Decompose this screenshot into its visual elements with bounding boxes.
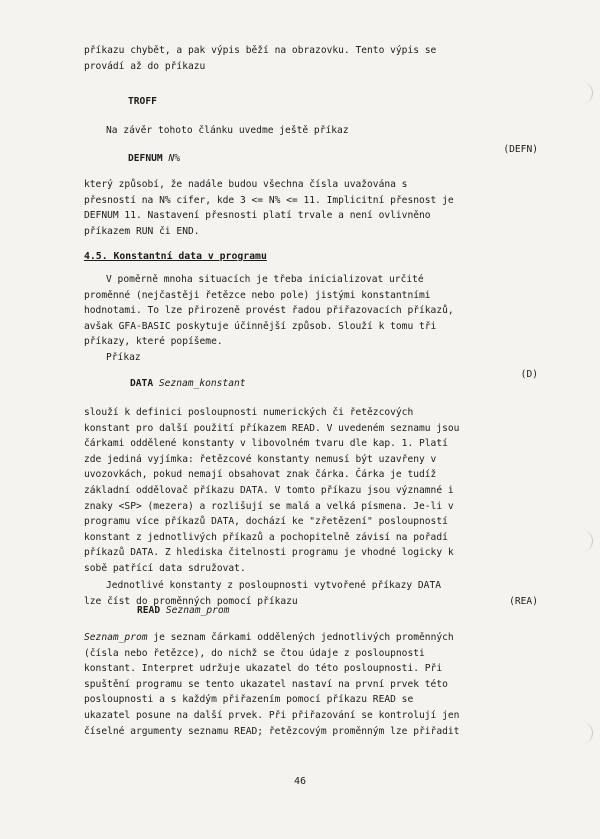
text-line: příkazem RUN či END. [84, 225, 200, 237]
text-line: konstant. Interpret udržuje ukazatel do této posloupnosti. Při [84, 663, 443, 675]
text-line: příkazu chybět, a pak výpis běží na obrazovku. Tento výpis se [84, 45, 437, 56]
text-line: znaky <SP> (mezera) a rozlišují se malá a velká písmena. Je-li v [84, 500, 454, 512]
text-line: ukazatel posune na další prvek. Při přiřazování se kontrolují jen [84, 709, 460, 721]
text-line: spuštění programu se tento ukazatel nastaví na první prvek této [84, 678, 448, 690]
text-line: slouží k definici posloupnosti numerických či řetězcových [84, 407, 414, 418]
text-line: příkazy, které popíšeme. [84, 336, 223, 348]
paragraph-defnum-description [84, 177, 558, 239]
text-line: sobě patřící data sdružovat. [84, 562, 246, 574]
text-line: Příkaz [106, 351, 141, 363]
page-number: 46 [293, 776, 307, 787]
text-line: konstant z jednotlivých příkazů a pochopitelně závisí na pořadí [84, 531, 448, 543]
command-keyword: DEFNUM [128, 153, 163, 164]
text-line: Seznam_prom je seznam čárkami oddělených jednotlivých proměnných [84, 632, 454, 643]
paragraph-read-description [84, 630, 558, 739]
binding-hole-mark [582, 722, 593, 744]
text-line: příkazů DATA. Z hlediska čitelnosti programu je vhodné logicky k [84, 547, 454, 559]
text-line: přesností na N% cifer, kde 3 <= N% <= 11. Implicitní přesnost je [84, 194, 454, 206]
command-argument: N% [168, 153, 180, 164]
intro-defnum: Na závěr tohoto článku uvedme ještě příkaz [106, 125, 349, 136]
text-line: lze číst do proměnných pomocí příkazu [84, 595, 298, 607]
abbreviation-defn: (DEFN) [503, 144, 538, 155]
text-line: čárkami oddělené konstanty v libovolném tvaru dle kap. 1. Platí [84, 438, 448, 450]
paragraph-constant-data-intro [84, 272, 558, 366]
text-line: (čísla nebo řetězce), do nichž se čtou údaje z posloupnosti [84, 647, 425, 659]
command-keyword: DATA [130, 378, 154, 389]
text-line: DEFNUM 11. Nastavení přesnosti platí trvale a není ovlivněno [84, 210, 431, 222]
command-defnum [128, 152, 180, 166]
text-line: který způsobí, že nadále budou všechna čísla uvažována s [84, 179, 408, 190]
text-line: hodnotami. To lze přirozeně provést řadou přiřazovacích příkazů, [84, 305, 454, 317]
text-line: provádí až do příkazu [84, 60, 206, 72]
section-heading: 4.5. Konstantní data v programu [84, 251, 267, 262]
abbreviation-d: (D) [520, 369, 538, 380]
text-line: konstant pro další použití příkazem READ. V uvedeném seznamu jsou [84, 422, 460, 434]
paragraph-data-description [84, 405, 558, 577]
command-keyword: READ [137, 605, 161, 616]
text-line: zde jediná vyjímka: řetězcové konstanty nemusí být uzavřeny v [84, 453, 437, 465]
text-line: posloupnosti a s každým přiřazením pomocí příkazu READ se [84, 694, 414, 706]
text-line: Jednotlivé konstanty z posloupnosti vytvořené příkazy DATA [106, 580, 442, 591]
text-line: avšak GFA-BASIC poskytuje účinnější způsob. Slouží k tomu tři [84, 320, 437, 332]
text-line: programu více příkazů DATA, dochází ke "zřetězení" posloupností [84, 516, 448, 528]
command-read [137, 604, 229, 618]
command-argument: Seznam_prom [165, 605, 230, 616]
command-data [130, 377, 246, 391]
text-line: základní oddělovač příkazu DATA. V tomto příkazu jsou významné i [84, 484, 454, 496]
text-line: uvozovkách, pokud nemají obsahovat znak čárka. Čárka je tudíž [84, 469, 437, 481]
binding-hole-mark [582, 530, 593, 552]
command-troff: TROFF [128, 96, 157, 107]
text-line: číselné argumenty seznamu READ; řetězcovým proměnným lze přiřadit [84, 725, 460, 737]
text-line: V poměrně mnoha situacích je třeba inicializovat určité [106, 274, 424, 285]
binding-hole-mark [582, 82, 593, 104]
text-line: proměnné (nejčastěji řetězce nebo pole) jistými konstantními [84, 289, 431, 301]
abbreviation-rea: (REA) [509, 596, 538, 607]
paragraph-list-output [84, 43, 558, 74]
command-argument: Seznam_konstant [158, 378, 246, 389]
